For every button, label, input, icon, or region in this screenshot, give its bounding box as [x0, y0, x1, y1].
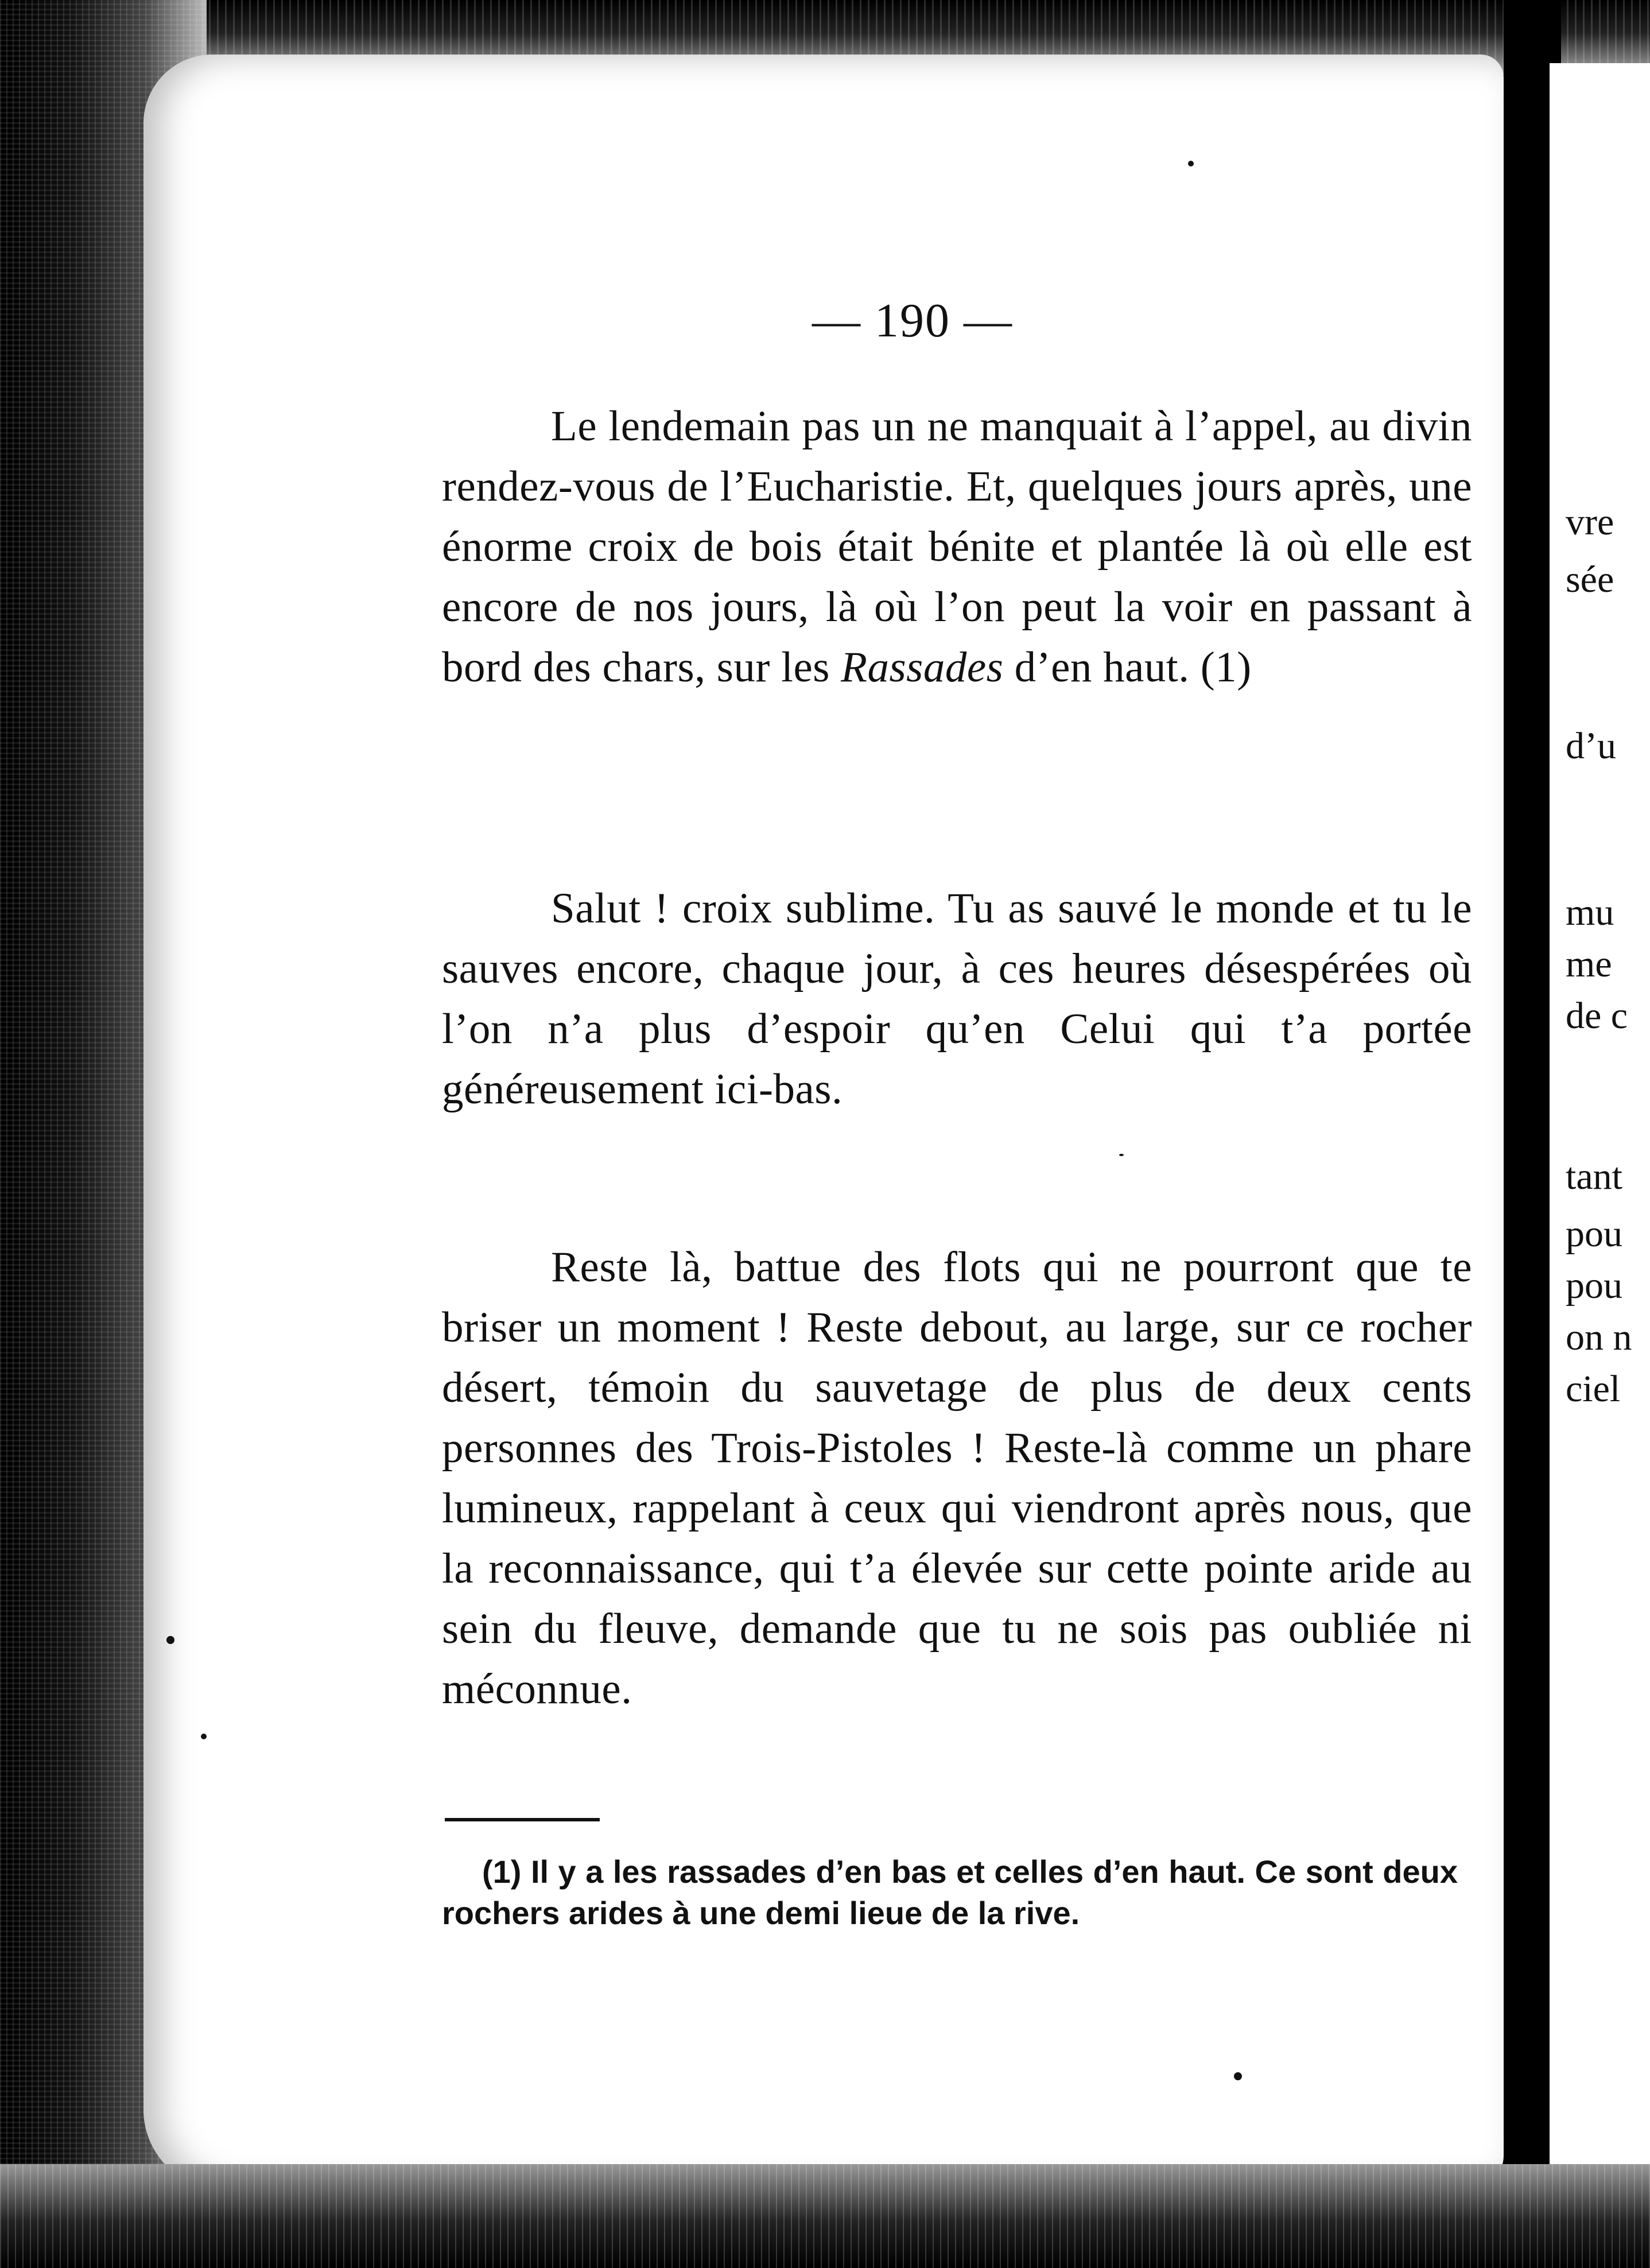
paragraph-3-text: Reste là, battue des flots qui ne pourront que te briser un moment ! Reste debout, au large, sur ce rocher désert, témoin du sauvetage de plus de deux cents personnes des Trois-Pistoles ! Reste-là comme un phare lumineux, rappelant à ceux qui viendront après nous, que la reconnaissance, qui t’a élevée sur cette pointe aride au sein du fleuve, demande que tu ne sois pas oubliée ni méconnue. — [442, 1243, 1472, 1713]
paragraph-2-text: Salut ! croix sublime. Tu as sauvé le monde et tu le sauves encore, chaque jour, à ces heures désespérées où l’on n’a plus d’espoir qu’en Celui qui t’a portée généreusement ici-bas. — [442, 885, 1472, 1113]
footnote: (1) Il y a les rassades d’en bas et celles d’en haut. Ce sont deux rochers arides à une demi lieue de la rive. — [442, 1854, 1458, 1931]
page-number: — 190 — — [812, 294, 1013, 347]
facing-fragment: on n — [1566, 1316, 1632, 1358]
scan-bottom-edge — [0, 2164, 1650, 2268]
facing-fragment: de c — [1566, 995, 1628, 1037]
paragraph-1-text: Le lendemain pas un ne manquait à l’appel, au divin rendez-vous de l’Eucharistie. Et, quelques jours après, une énorme croix de bois était bénite et plantée là où elle est encore de nos jours, là où l’on peut la voir en passant à bord des chars, sur les — [442, 402, 1472, 691]
footnote-rule — [445, 1818, 600, 1821]
facing-fragment: tant — [1566, 1156, 1622, 1197]
paragraph-3 — [442, 1237, 1472, 1719]
paragraph-1 — [442, 396, 1472, 697]
scan-speck — [201, 1734, 207, 1739]
scan-speck — [166, 1636, 174, 1644]
facing-fragment: ciel — [1566, 1368, 1621, 1410]
scan-speck — [1188, 161, 1194, 166]
paragraph-2 — [442, 878, 1472, 1119]
paragraph-1-text-end: d’en haut. (1) — [1003, 643, 1252, 691]
facing-fragment: pou — [1566, 1213, 1622, 1255]
facing-fragment: sée — [1566, 559, 1614, 600]
facing-fragment: mu — [1566, 891, 1614, 933]
facing-page — [1550, 63, 1650, 2187]
scan-speck — [1119, 1154, 1124, 1156]
facing-fragment: me — [1566, 943, 1612, 985]
paragraph-1-italic: Rassades — [841, 643, 1004, 691]
facing-fragment: vre — [1566, 501, 1614, 543]
scan-speck — [1234, 2072, 1242, 2080]
facing-fragment: pou — [1566, 1265, 1622, 1306]
facing-fragment: d’u — [1566, 725, 1616, 767]
